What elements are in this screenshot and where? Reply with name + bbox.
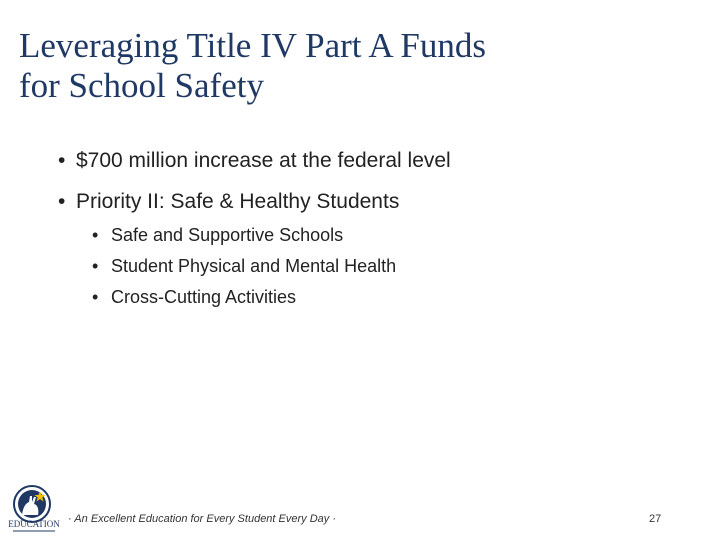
- title-line-2: for School Safety: [19, 66, 264, 105]
- sub-bullet-dot: •: [92, 287, 99, 307]
- slide-title: [19, 26, 619, 106]
- page-number: 27: [649, 513, 662, 525]
- footer-tagline: · An Excellent Education for Every Student Every Day ·: [68, 513, 336, 525]
- sub-bullet-text: Cross-Cutting Activities: [111, 287, 297, 307]
- sub-bullet-dot: •: [92, 225, 99, 245]
- bullet-dot: •: [58, 149, 66, 172]
- sub-bullet-dot: •: [92, 256, 99, 276]
- sub-bullet-text: Student Physical and Mental Health: [111, 256, 397, 276]
- logo-text: EDUCATION: [8, 519, 60, 529]
- bullet-dot: •: [58, 190, 66, 213]
- sub-bullet-text: Safe and Supportive Schools: [111, 225, 344, 245]
- bullet-text: Priority II: Safe & Healthy Students: [76, 190, 400, 213]
- title-line-1: Leveraging Title IV Part A Funds: [19, 26, 487, 65]
- bullet-text: $700 million increase at the federal level: [76, 149, 451, 172]
- education-seal-icon: [5, 483, 63, 535]
